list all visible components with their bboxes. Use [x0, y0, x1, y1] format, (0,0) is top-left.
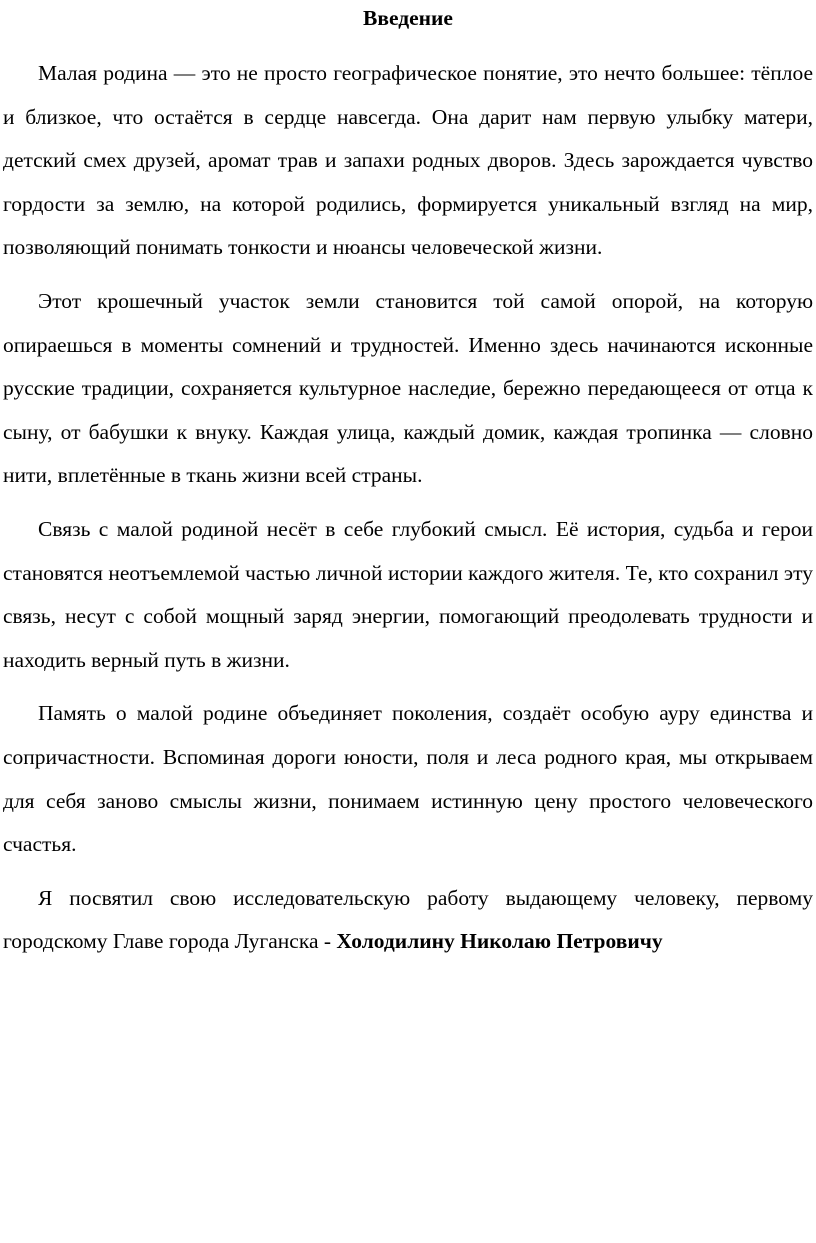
paragraph-2: Этот крошечный участок земли становится той самой опорой, на которую опираешься в моменты сомнений и трудностей. Именно здесь начинаются исконные русские традиции, сохраняется культурное наследие, бережно передающееся от отца к сыну, от бабушки к внуку. Каждая улица, каждый домик, каждая тропинка — словно нити, вплетённые в ткань жизни всей страны.	[3, 288, 813, 488]
paragraph-3: Связь с малой родиной несёт в себе глубокий смысл. Её история, судьба и герои становятся неотъемлемой частью личной истории каждого жителя. Те, кто сохранил эту связь, несут с собой мощный заряд энергии, помогающий преодолевать трудности и находить верный путь в жизни.	[3, 516, 813, 672]
dedication-text: Я посвятил свою исследовательскую работу выдающему человеку, первому городскому Главе города Луганска -	[3, 885, 813, 954]
paragraph-1: Малая родина — это не просто географическое понятие, это нечто большее: тёплое и близкое, что остаётся в сердце навсегда. Она дарит нам первую улыбку матери, детский смех друзей, аромат трав и запахи родных дворов. Здесь зарождается чувство гордости за землю, на которой родились, формируется уникальный взгляд на мир, позволяющий понимать тонкости и нюансы человеческой жизни.	[3, 61, 813, 260]
document-title: Введение	[363, 6, 453, 30]
paragraph-dedication	[3, 877, 813, 964]
paragraph-4: Память о малой родине объединяет поколения, создаёт особую ауру единства и сопричастности. Вспоминая дороги юности, поля и леса родного края, мы открываем для себя заново смыслы жизни, понимаем истинную цену простого человеческого счастья.	[3, 701, 813, 857]
dedication-name: Холодилину Николаю Петровичу	[336, 929, 663, 954]
